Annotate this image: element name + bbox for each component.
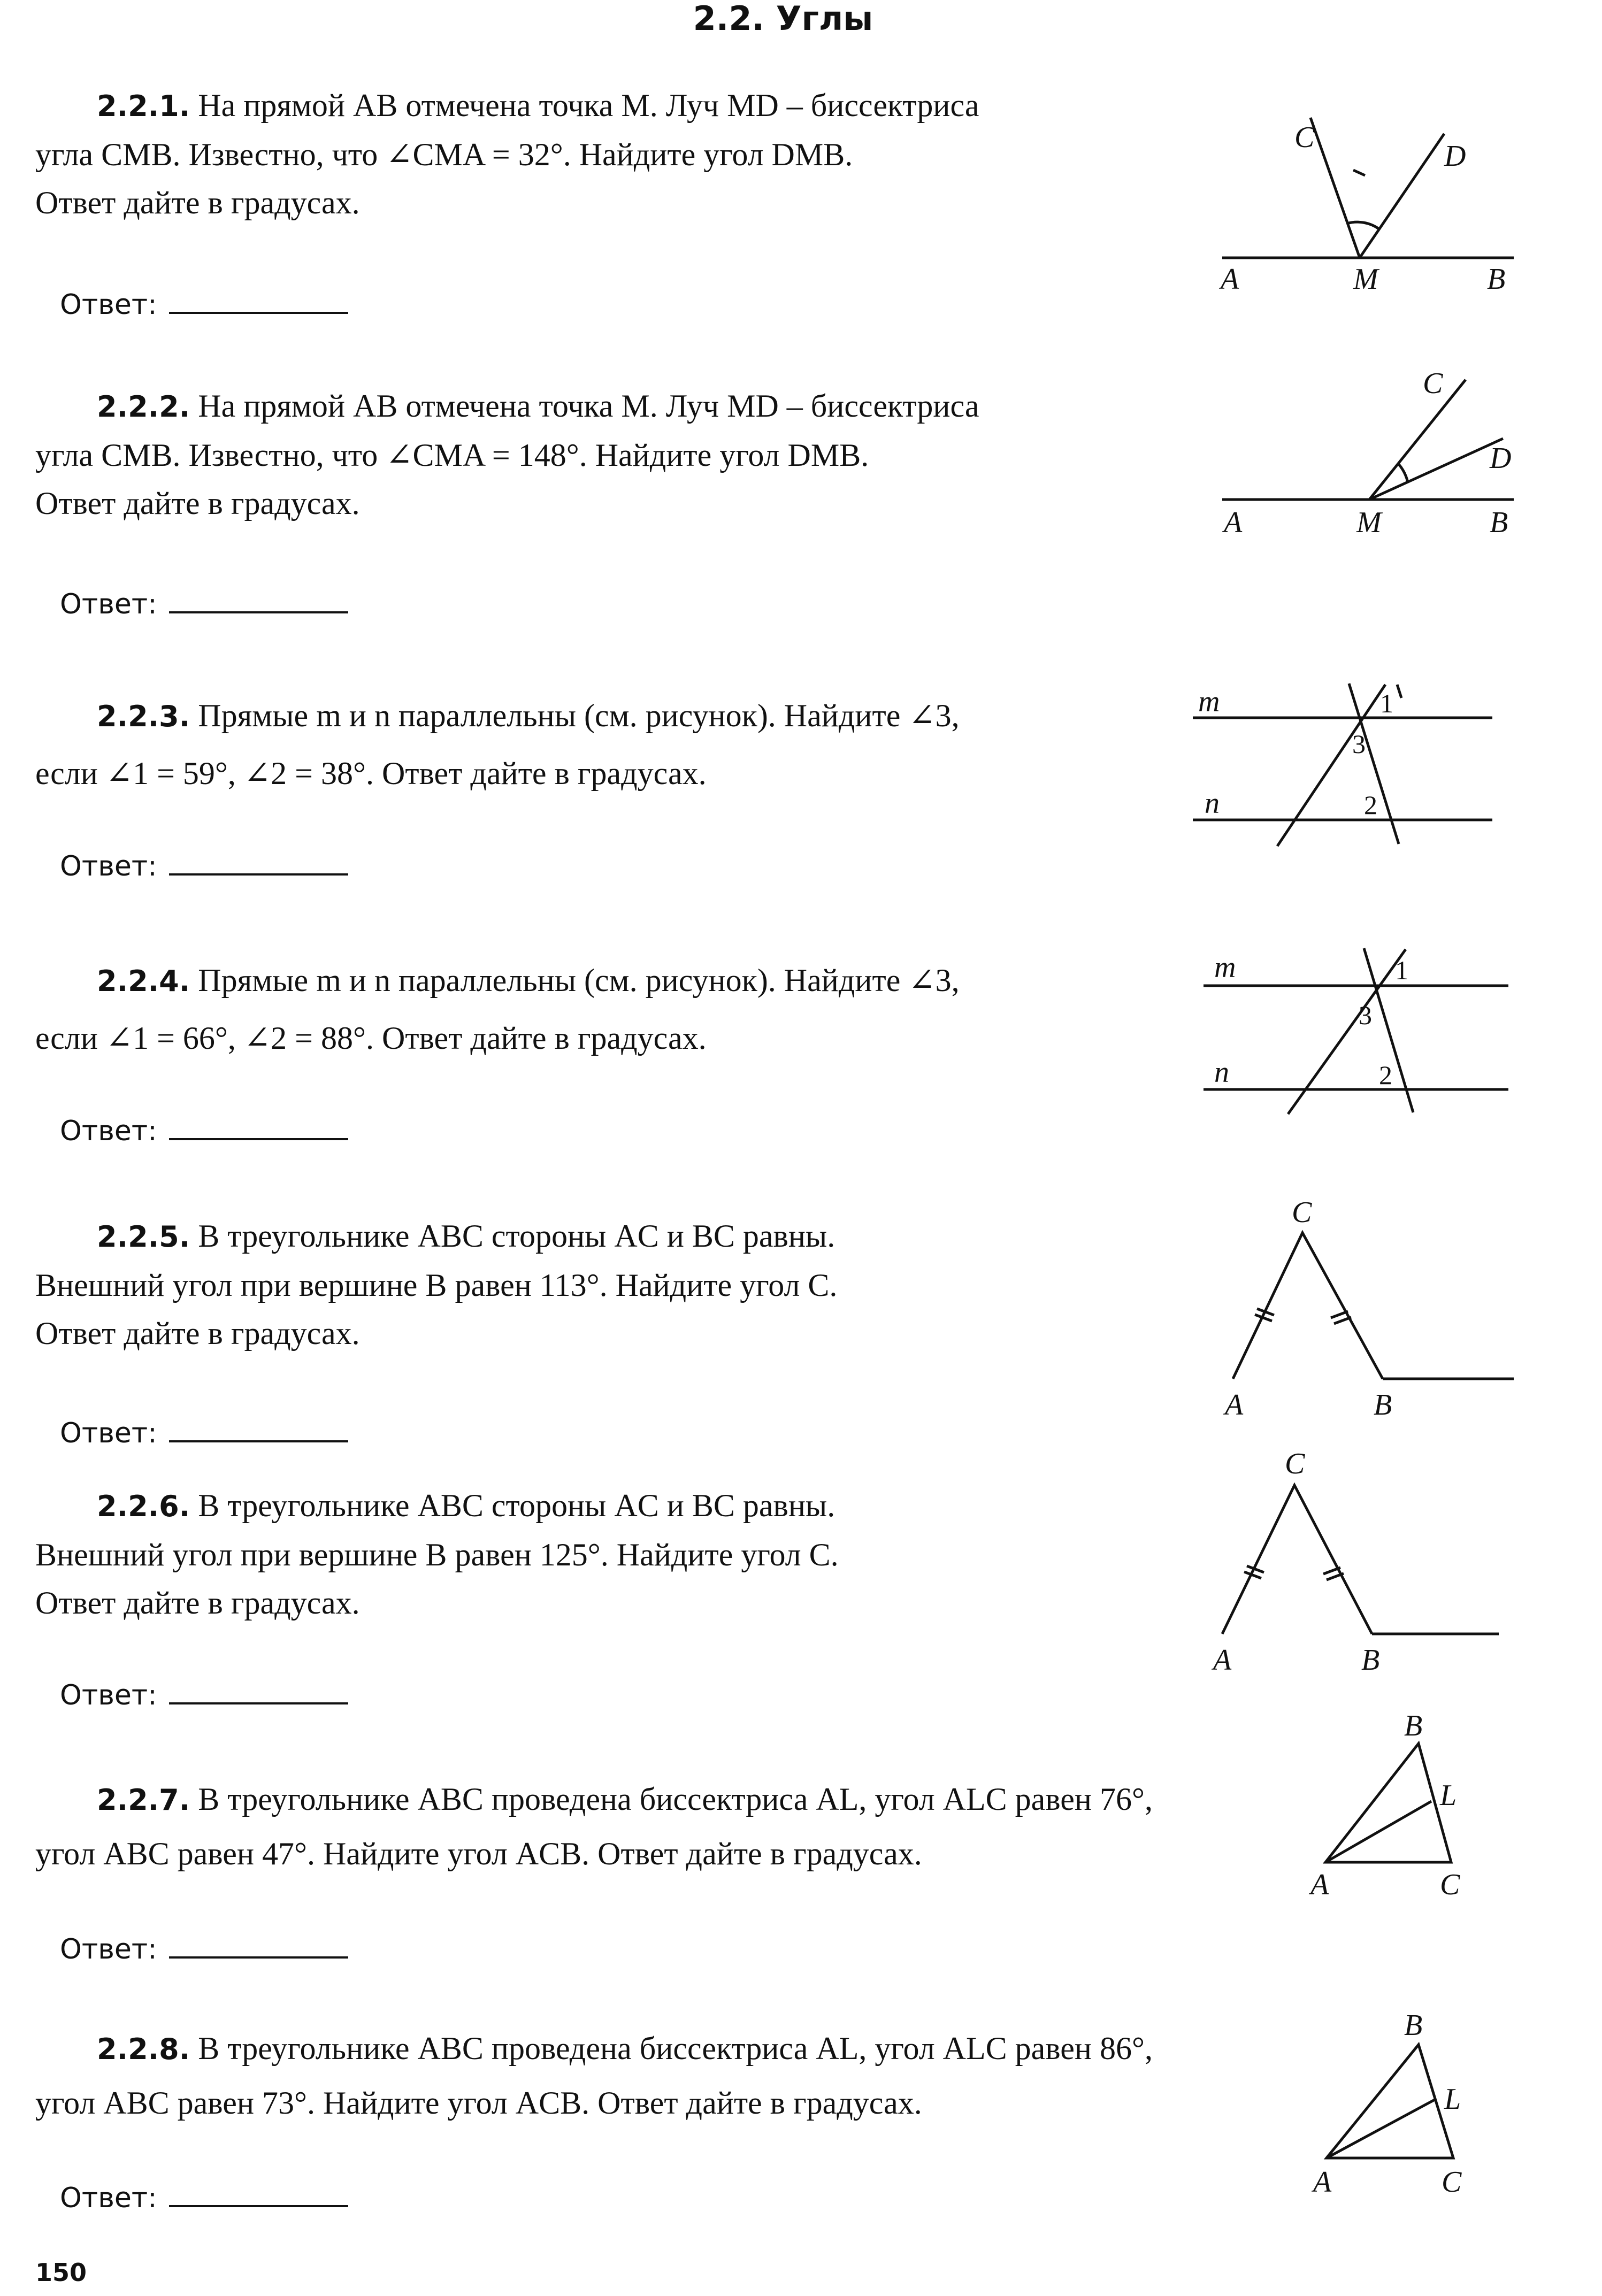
label-b: B <box>1374 1388 1392 1422</box>
label-1: 1 <box>1395 955 1408 985</box>
problem-text <box>35 687 1212 802</box>
label-1: 1 <box>1380 688 1393 718</box>
label-a: A <box>1224 506 1243 539</box>
label-n: n <box>1205 787 1220 820</box>
problem-line: 2.2.8. В треугольнике ABC проведена биссектриса AL, угол ALC равен 86°, <box>97 2031 1153 2066</box>
label-a: A <box>1313 2166 1332 2199</box>
figure-2-2-1 <box>1209 107 1530 305</box>
answer-field[interactable] <box>60 289 348 321</box>
answer-label: Ответ: <box>60 2182 157 2214</box>
problem-line: если ∠1 = 66°, ∠2 = 88°. Ответ дайте в градусах. <box>35 1020 707 1056</box>
label-a: A <box>1225 1388 1244 1422</box>
label-c: C <box>1442 2166 1462 2199</box>
answer-field[interactable] <box>60 1115 348 1147</box>
ray-mc <box>1369 380 1466 500</box>
answer-field[interactable] <box>60 850 348 882</box>
label-c: C <box>1440 1868 1460 1901</box>
answer-label: Ответ: <box>60 1417 157 1449</box>
problem-line: угла CMB. Известно, что ∠CMA = 32°. Найдите угол DMB. <box>35 137 853 172</box>
label-3: 3 <box>1359 1000 1372 1030</box>
problem-line: 2.2.6. В треугольнике ABC стороны AC и BC равны. <box>97 1488 836 1523</box>
problem-number: 2.2.3. <box>97 700 190 733</box>
answer-blank[interactable] <box>169 1435 348 1442</box>
label-b: B <box>1404 1709 1423 1742</box>
label-c: C <box>1423 367 1443 400</box>
label-a: A <box>1310 1868 1329 1901</box>
problem-number: 2.2.2. <box>97 390 190 424</box>
figure-2-2-5 <box>1209 1198 1530 1433</box>
answer-field[interactable] <box>60 588 348 620</box>
problem-2-2-4 <box>35 952 1212 1066</box>
problem-line: 2.2.4. Прямые m и n параллельны (см. рисунок). Найдите ∠3, <box>97 963 960 998</box>
problem-2-2-3 <box>35 687 1212 802</box>
label-c: C <box>1292 1196 1312 1229</box>
problem-number: 2.2.5. <box>97 1220 190 1254</box>
answer-blank[interactable] <box>169 1697 348 1704</box>
problem-2-2-6 <box>35 1481 1212 1627</box>
triangle-abc <box>1222 1485 1372 1634</box>
problem-number: 2.2.1. <box>97 89 190 123</box>
problem-2-2-1 <box>35 81 1212 227</box>
label-b: B <box>1361 1644 1380 1677</box>
figure-2-2-8 <box>1300 2009 1514 2209</box>
label-c: C <box>1294 121 1315 154</box>
label-a: A <box>1221 263 1239 296</box>
label-m: m <box>1214 951 1236 984</box>
label-d: D <box>1490 442 1512 475</box>
label-b: B <box>1490 506 1508 539</box>
figure-2-2-7 <box>1300 1711 1514 1909</box>
problem-number: 2.2.6. <box>97 1489 190 1523</box>
answer-blank[interactable] <box>169 1951 348 1959</box>
problem-2-2-8 <box>35 2022 1212 2130</box>
label-2: 2 <box>1364 790 1377 820</box>
answer-blank[interactable] <box>169 1133 348 1140</box>
triangle-abc <box>1233 1233 1383 1379</box>
answer-label: Ответ: <box>60 1115 157 1147</box>
label-c: C <box>1285 1447 1305 1480</box>
ray-md <box>1369 439 1503 500</box>
problem-2-2-7 <box>35 1772 1212 1880</box>
bisector-al <box>1325 1801 1431 1862</box>
figure-2-2-2 <box>1209 369 1530 551</box>
label-3: 3 <box>1352 729 1366 759</box>
problem-number: 2.2.7. <box>97 1783 190 1817</box>
problem-text <box>35 952 1212 1066</box>
problem-line: 2.2.7. В треугольнике ABC проведена биссектриса AL, угол ALC равен 76°, <box>97 1781 1153 1817</box>
answer-field[interactable] <box>60 1679 348 1711</box>
answer-label: Ответ: <box>60 289 157 321</box>
answer-field[interactable] <box>60 2182 348 2214</box>
label-m: m <box>1198 685 1220 718</box>
figure-2-2-4 <box>1198 933 1519 1120</box>
label-m: M <box>1356 506 1382 539</box>
label-d: D <box>1444 140 1466 173</box>
answer-label: Ответ: <box>60 1933 157 1965</box>
problem-text <box>35 1772 1212 1880</box>
ray-md <box>1360 134 1444 258</box>
answer-field[interactable] <box>60 1417 348 1449</box>
answer-blank[interactable] <box>169 606 348 613</box>
answer-field[interactable] <box>60 1933 348 1965</box>
answer-label: Ответ: <box>60 588 157 620</box>
figure-2-2-3 <box>1187 669 1508 856</box>
problem-number: 2.2.8. <box>97 2032 190 2066</box>
problem-line: Ответ дайте в градусах. <box>35 185 360 220</box>
tick-bc-2 <box>1334 1317 1351 1324</box>
problem-line: угол ABC равен 47°. Найдите угол ACB. Ответ дайте в градусах. <box>35 1836 922 1871</box>
problem-line: 2.2.2. На прямой AB отмечена точка M. Луч MD – биссектриса <box>97 388 979 424</box>
label-n: n <box>1214 1056 1229 1089</box>
problem-2-2-2 <box>35 382 1212 527</box>
tick-mark <box>1353 170 1365 175</box>
section-title: 2.2. Углы <box>693 0 873 38</box>
tick-bc-1 <box>1331 1311 1348 1318</box>
problem-2-2-5 <box>35 1212 1212 1357</box>
problem-text <box>35 382 1212 527</box>
bisector-al <box>1327 2099 1436 2158</box>
problem-line: 2.2.1. На прямой AB отмечена точка M. Луч MD – биссектриса <box>97 88 979 123</box>
transversal-left <box>1277 685 1385 846</box>
problem-line: Ответ дайте в градусах. <box>35 1585 360 1621</box>
problem-number: 2.2.4. <box>97 964 190 998</box>
problem-text <box>35 1481 1212 1627</box>
answer-blank[interactable] <box>169 868 348 876</box>
angle-arc <box>1399 464 1408 482</box>
problem-line: угла CMB. Известно, что ∠CMA = 148°. Найдите угол DMB. <box>35 437 869 473</box>
answer-label: Ответ: <box>60 850 157 882</box>
problem-line: Ответ дайте в градусах. <box>35 1316 360 1351</box>
ray-mc <box>1310 118 1360 258</box>
problem-line: Ответ дайте в градусах. <box>35 486 360 521</box>
angle-arc <box>1347 222 1379 229</box>
label-b: B <box>1487 263 1506 296</box>
triangle-abc <box>1325 1744 1451 1862</box>
problem-text <box>35 81 1212 227</box>
transversal-1 <box>1397 685 1401 698</box>
label-b: B <box>1404 2009 1423 2042</box>
label-2: 2 <box>1379 1060 1392 1090</box>
problem-line: Внешний угол при вершине B равен 125°. Найдите угол C. <box>35 1537 839 1572</box>
problem-text <box>35 2022 1212 2130</box>
problem-line: угол ABC равен 73°. Найдите угол ACB. Ответ дайте в градусах. <box>35 2085 922 2121</box>
problem-line: Внешний угол при вершине B равен 113°. Найдите угол C. <box>35 1268 838 1303</box>
problem-line: 2.2.3. Прямые m и n параллельны (см. рисунок). Найдите ∠3, <box>97 698 960 733</box>
problem-line: 2.2.5. В треугольнике ABC стороны AC и BC равны. <box>97 1218 836 1254</box>
answer-blank[interactable] <box>169 306 348 314</box>
figure-2-2-6 <box>1198 1447 1519 1687</box>
label-l: L <box>1444 2083 1461 2116</box>
answer-label: Ответ: <box>60 1679 157 1711</box>
label-l: L <box>1440 1779 1457 1812</box>
label-m: M <box>1353 263 1378 296</box>
problem-text <box>35 1212 1212 1357</box>
answer-blank[interactable] <box>169 2200 348 2207</box>
label-a: A <box>1213 1644 1232 1677</box>
problem-line: если ∠1 = 59°, ∠2 = 38°. Ответ дайте в градусах. <box>35 756 707 791</box>
page-number: 150 <box>35 2258 87 2287</box>
